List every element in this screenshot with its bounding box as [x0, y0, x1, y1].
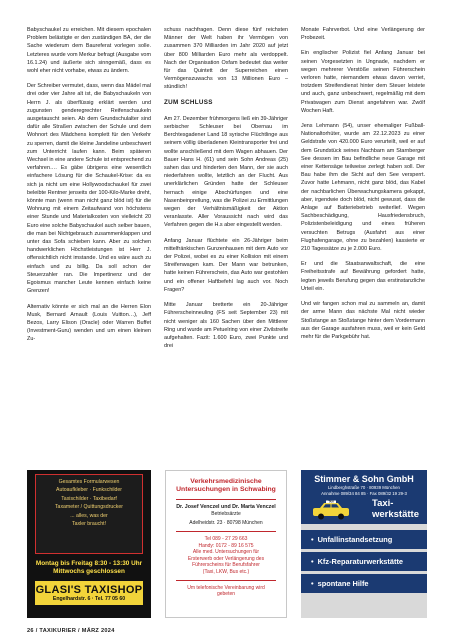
page-number: 26: [27, 628, 34, 634]
note-line: gebeten: [216, 591, 236, 598]
medical-title: Verkehrsmedizinische: [190, 478, 262, 485]
paragraph: Jens Lehmann (54), unser ehemaliger Fußball-Nationaltorhüter, wurde am 22.12.2023 zu einer Geldstrafe von 420.000 Euro verurteilt, weil er auf dem Grundstück seines Nachbarn am Starnberger See dessen im Bau befindliche neue Garage mit einer Kettensäge teilweise zerlegt haben soll. Der Bau habe ihm die Sicht auf den See versperrt. Zuvor hatte Lehmann, nicht ganz blöd, das Kabel der nachbarlichen Überwachungskamera gekappt, aber, irgendwie doch blöd, nicht gewusst, dass die Anlage auf Batteriebetrieb weiterlief. Wegen Sachbeschädigung, Hausfriedensbruch, Polizistenbeleidigung und eines früheren versuchten Betrugs (Ausfahrt aus einer Flughafengarage, ohne zu bezahlen) kassierte er 210 Tagessätze zu je 2.000 Euro.: [301, 123, 425, 253]
taxi-car-icon: [311, 500, 351, 520]
page-footer: [27, 628, 115, 634]
divider: [176, 531, 276, 532]
headline-line: werkstätte: [372, 509, 419, 520]
ad-row: [27, 470, 427, 618]
taxishop-ad: [27, 470, 151, 618]
service-item: [301, 574, 427, 593]
offer-line: Ersterwerb oder Verlängerung des: [187, 555, 265, 562]
bullet-icon: •: [311, 579, 314, 588]
offer-line: Alle med. Untersuchungen für: [192, 549, 260, 556]
opening-hours: [35, 560, 143, 576]
service-line: Taxischilder · Taxibedarf: [61, 495, 117, 502]
footer-separator: /: [35, 628, 38, 634]
service-item: [301, 530, 427, 549]
medical-title: Untersuchungen in Schwabing: [176, 486, 276, 494]
taxishop-services: [35, 474, 143, 554]
taxishop-brand: [35, 581, 143, 605]
offer-line: Führerscheins für Berufsfahrer: [192, 562, 260, 569]
taxi-headline: [372, 498, 419, 520]
article-body: [27, 26, 427, 465]
headline-line: Taxi-: [372, 498, 394, 509]
bullet-icon: •: [311, 557, 314, 566]
paragraph: Am 27. Dezember frühmorgens ließ ein 39-Jähriger serbischer Schleuser bei Obernau im Berchtesgadener Land 18 syrische Flüchtlinge aus seinem völlig überladenen Kleintransporter frei und wollte anschließend mit dem Wagen abhauen. Der Bauer Hans H. (61) und sein Sohn Andreas (25) sahen das und hinderten den Mann, der sie auch niederfahren wollte, letztlich an der Flucht. Aus unerklärlichen Gründen hatte der Schleuser hernach einige Abschürfungen und eine Nasenbeinprellung, was die Polizei zu Ermittlungen wegen der Verhältnismäßigkeit der Aktion veranlasste. Aller Voraussicht nach wird das Verfahren gegen die H.s aber eingestellt werden.: [164, 115, 288, 229]
footer-separator: /: [78, 628, 80, 634]
service-line: ... alles, was der: [70, 512, 108, 519]
practice-type: Betriebsärzte: [211, 510, 241, 517]
practice-address: Adelheidstr. 23 · 80798 München: [189, 520, 263, 527]
paragraph: Mitte Januar bretterte ein 20-Jähriger Führerscheinneuling (FS seit September 23) mit nicht weniger als 160 Sachen über den Mittlerer Ring und wurde am Petuelring von einer Zivilstreife aufgehalten. Fazit: 1.600 Euro, zwei Punkte und drei: [164, 302, 288, 350]
service-line: Taxameter / Quittungsdrucker: [54, 504, 124, 511]
divider: [176, 499, 276, 500]
issue-date: MÄRZ 2024: [81, 628, 115, 634]
doctor-names: Dr. Josef Venczel und Dr. Marta Venczel: [176, 503, 276, 510]
note-line: Um telefonische Vereinbarung wird: [187, 584, 265, 591]
hours-line: Montag bis Freitag 8:30 - 13:30 Uhr: [35, 560, 143, 567]
service-item-label: Unfallinstandsetzung: [317, 535, 393, 544]
bullet-icon: •: [311, 535, 314, 544]
magazine-name: TAXIKURIER: [39, 628, 77, 634]
medical-ad: [165, 470, 287, 618]
column-2: [164, 26, 288, 357]
column-1: [27, 26, 151, 351]
paragraph: Anfang Januar flüchtete ein 26-Jähriger beim mittelfränkischen Gunzenhausen mit dem Auto vor der Polizei, wobei es zu einer Kollision mit einem Streifenwagen kam. Der Mann war betrunken, hatte keinen Führerschein, das Auto war gestohlen und ein offener Haftbefehl lag auch vor. Noch Fragen?: [164, 237, 288, 293]
paragraph: schuss nachfragen. Denn diese fünf reichsten Männer der Welt haben ihr Vermögen von zusammen 370 Milliarden im Jahr 2020 auf jetzt über 800 Milliarden Euro mehr als verdoppelt. Nach der Organisation Oxfam bedeutet das weiter für das Quintett der Superreichen einen Vermögenszuwachs von 13 Millionen Euro – stündlich!: [164, 27, 288, 91]
mobile: Handy: 0172 - 89 16 575: [198, 542, 254, 549]
company-name: Stimmer & Sohn GmbH: [314, 474, 414, 484]
section-heading: ZUM SCHLUSS: [164, 98, 213, 106]
service-line: Gesamtes Formularwesen: [58, 479, 120, 485]
paragraph: Und wir fangen schon mal zu sammeln an, damit der arme Mann das nächste Mal nicht wieder Stoßstange an Stoßstange hinter dem Vordermann aus der Garage ausfahren muss, weil er kein Geld mehr für die Parkgebühr hat.: [301, 301, 425, 340]
service-item-label: spontane Hilfe: [317, 579, 369, 588]
brand-name: GLASI'S TAXISHOP: [35, 584, 143, 596]
paragraph: Monate Fahrverbot. Und eine Verlängerung der Probezeit.: [301, 27, 425, 42]
offer-line: (Taxi, LKW, Bus etc.): [202, 568, 250, 575]
service-item-label: Kfz-Reparaturwerkstätte: [317, 557, 404, 566]
paragraph: Der Schreiber vermutet, dass, wenn das Mädel mal drei oder vier Jahre alt ist, die Babyschaukeln von Herrn J. als überflüssig erklärt werden und zugunsten genderegrechter Reifenschaukeln ausgetauscht seien. Ab dem Grundschulalter sind dafür alle Straßen zwischen der Schule und dem Wohnort des Mädchens komplett für den Verkehr zu sperren, damit die kleine Jandeline unbeschwert zum Unterricht laufen kann. Beim späteren Wechsel in eine andere Schule ist entsprechend zu verfahren…. Es gäbe übrigens eine wesentlich einfachere Lösung für die Schaukel-Krise: da es sich ja nicht um eine Hollywoodschaukel für zwei beleibte Rentner jenseits der 100-Kilo-Marke dreht, könnte man (wenn man nicht ganz blöd ist) für die Wohnung mit einem Zeitaufwand von höchstens einer Stunde und Materialkosten von vielleicht 20 Euro eine solche Babyschaukel auch selber bauen, die man bei Nichtgebrauch zusammenklappen und unter das Sofa schieben kann. Aber zu solchen handwerklichen Höchstleistungen ist Herr J. offensichtlich nicht imstande. Und es wäre auch zu einfach und zu billig. Da soll schon der Steuerzahler ran. Die Impertinenz und der Egoismus mancher Leute kennen einfach keine Grenzen!: [27, 83, 151, 295]
divider: [176, 580, 276, 581]
paragraph: Ein englischer Polizist fiel Anfang Januar bei seinen Vorgesetzten in Ungnade, nachdem er wegen mehrerer Verstöße seinen Führerschein verloren hatte, niemandem etwas davon verriet, trotzdem Streifendienst hinter dem Steuer leistete und auch, ganz unbeschwert, regelmäßig mit dem Privatwagen zum Dienst angefahren war. Zwölf Wochen Haft.: [301, 50, 425, 114]
service-item: [301, 552, 427, 571]
taxi-sign-label: TAXI: [328, 501, 334, 504]
company-address: Lindberghstraße 70 · 80939 München: [328, 485, 400, 490]
paragraph: Er und die Staatsanwaltschaft, die eine Freiheitsstrafe auf Bewährung gefordert hatte, legten jeweils Berufung gegen das erstinstanzliche Urteil ein.: [301, 261, 425, 292]
company-contact: Annahme 089/34 84 85 · Fax 089/32 19 29-3: [321, 490, 407, 496]
stimmer-ad: [301, 470, 427, 618]
service-line: Taxler braucht!: [71, 521, 107, 528]
paragraph: Alternativ könnte er sich mal an die Herren Elon Musk, Bernard Arnault (Louis Vuitton…), Jeff Bezos, Larry Elison (Oracle) oder Warren Buffet (Investment-Guru) wenden und um einen kleinen Zu-: [27, 303, 151, 343]
stimmer-header: [301, 470, 427, 524]
phone: Tel 089 - 27 29 663: [204, 536, 248, 542]
hours-line: Mittwochs geschlossen: [53, 568, 125, 575]
brand-address: Engelhardstr. 6 · Tel. 77 05 60: [52, 596, 126, 602]
service-line: Autoaufkleber · Funkschilder: [55, 487, 123, 494]
paragraph: Babyschaukel zu erreichen. Mit diesem epochalen Problem belästigte er den zuständigen BA, der die Sache wiederum dem Baureferat vorlegen solle. Letzteres wurde vom Merkur befragt (Ausgabe vom 16.1.24) und äußerte sich sinngemäß, dass es wohl eher nicht vorhabe, etwas zu ändern.: [27, 27, 151, 75]
column-3: [301, 26, 425, 348]
